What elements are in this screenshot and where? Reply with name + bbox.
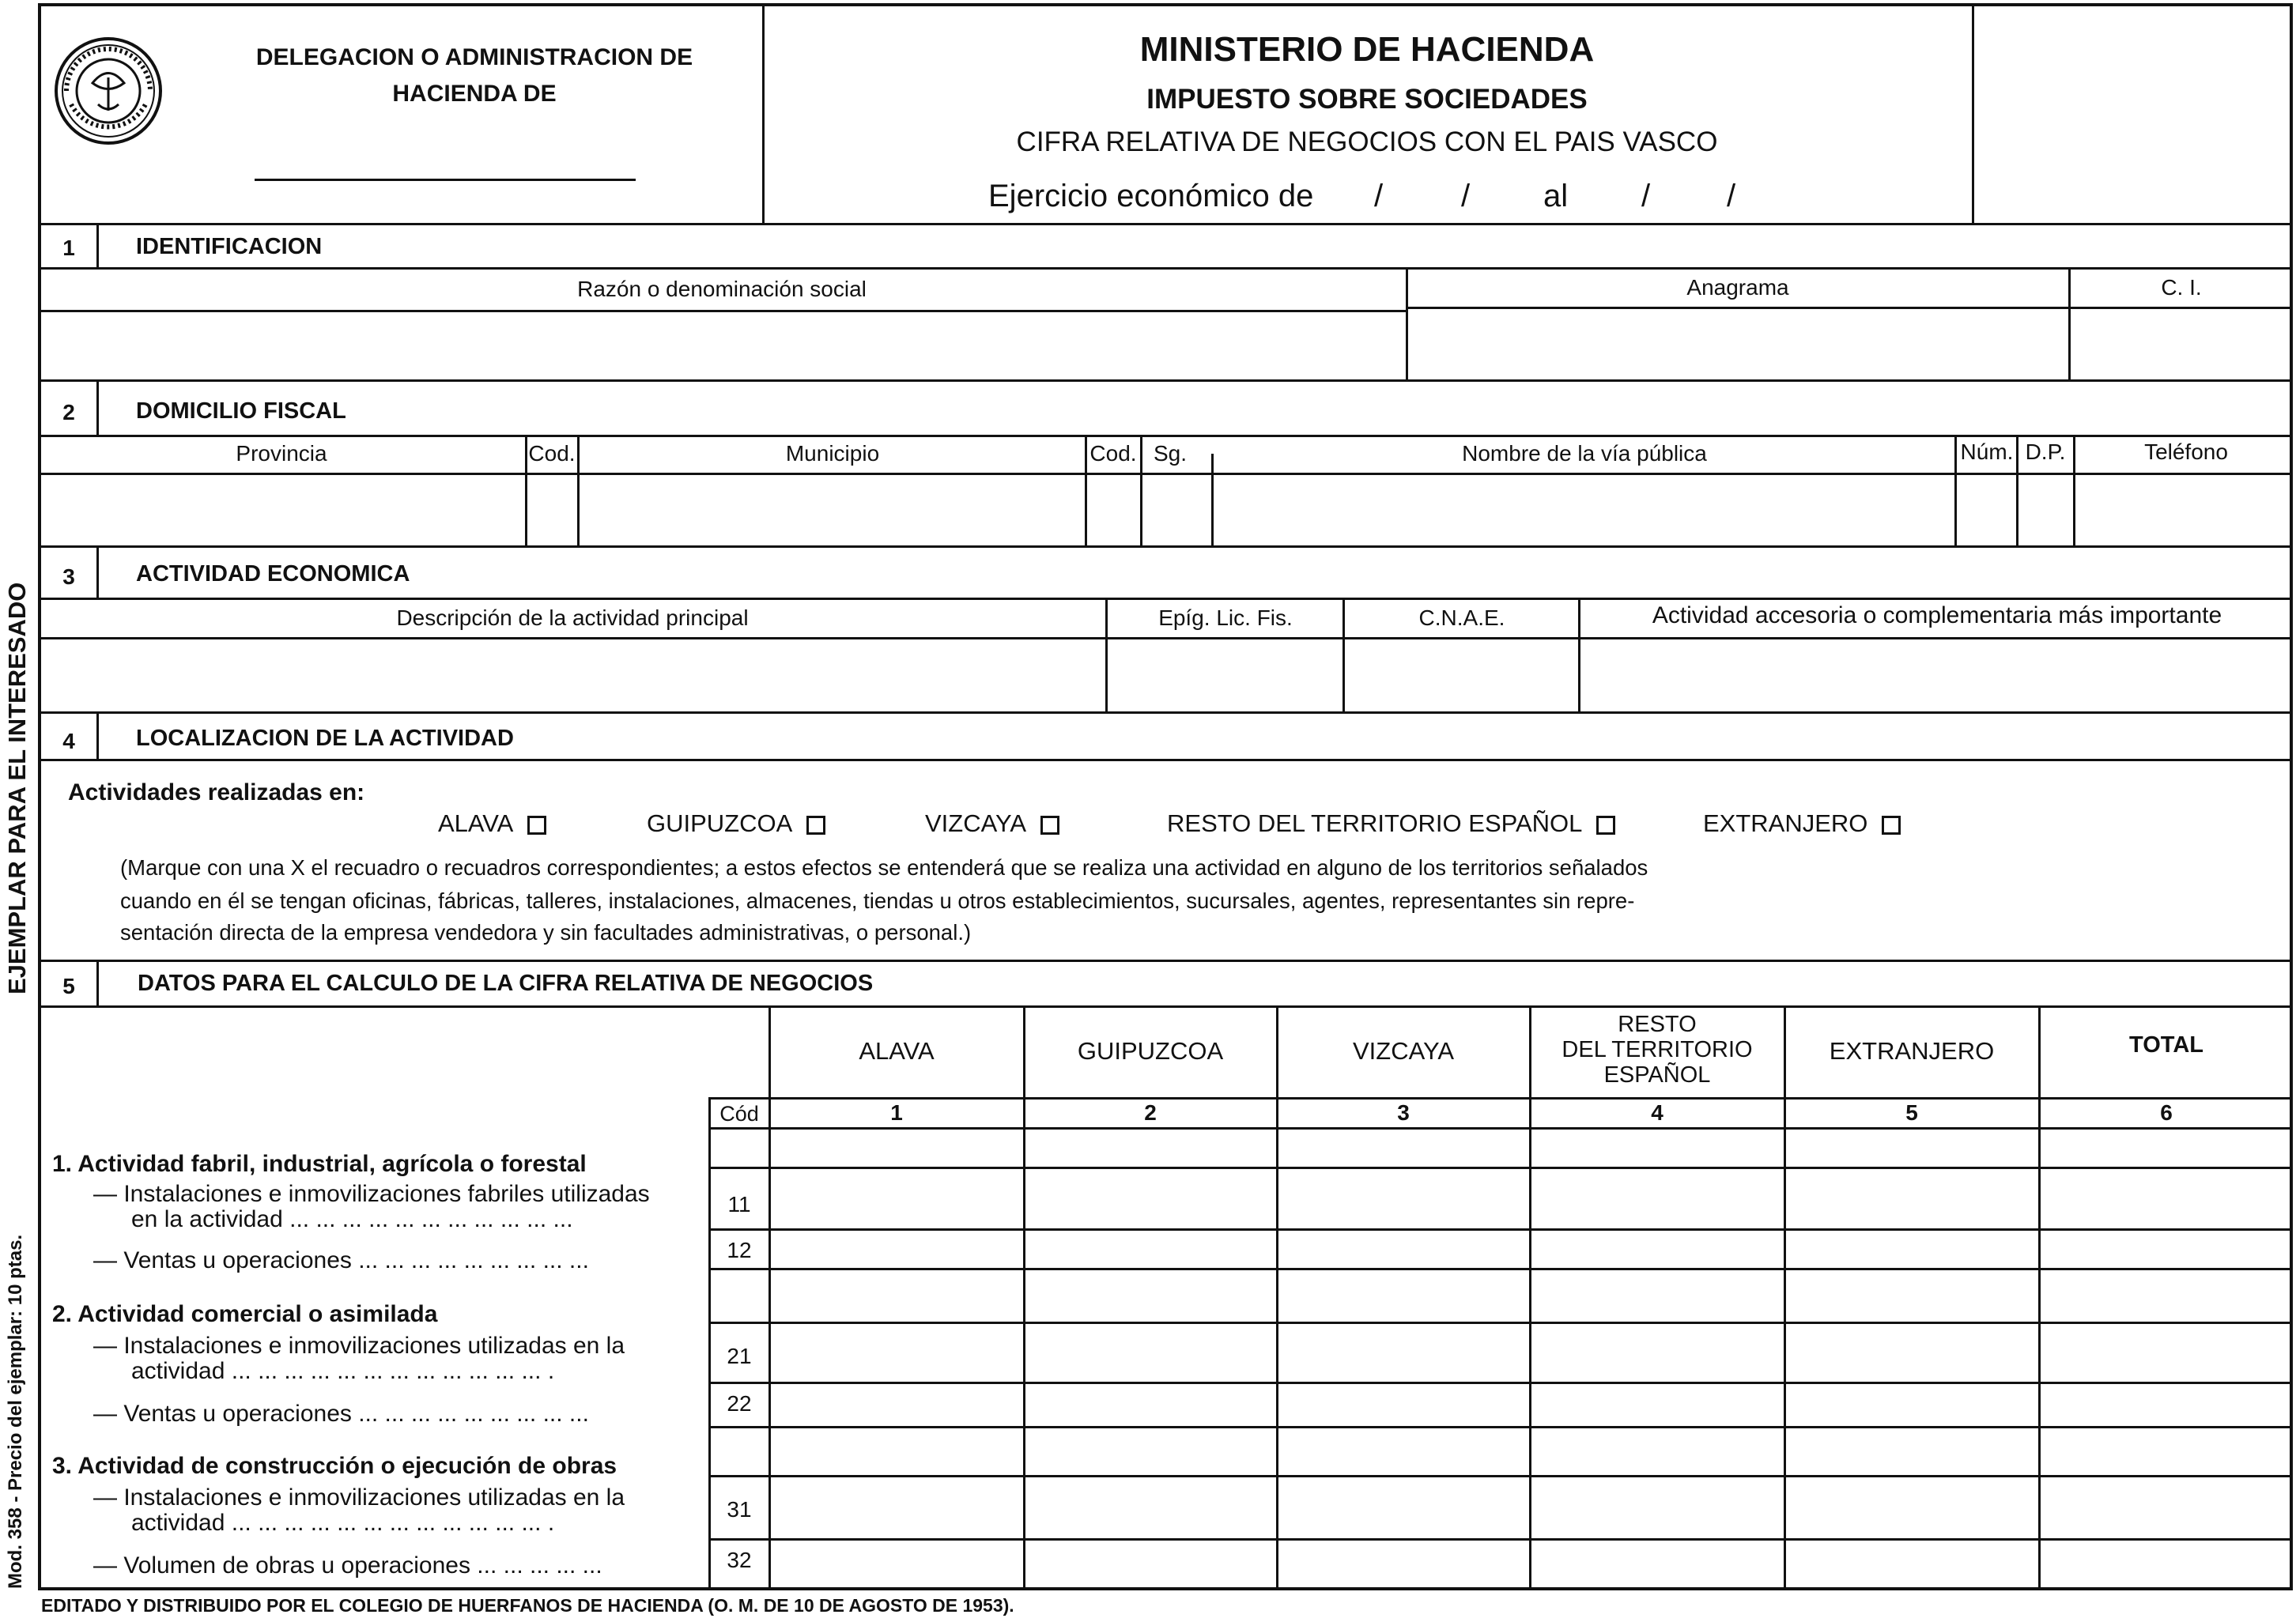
col-guipuzcoa-header: GUIPUZCOA	[1077, 1037, 1224, 1065]
period-sep: /	[1461, 179, 1471, 213]
municipio-input[interactable]	[580, 476, 1083, 544]
numero-input[interactable]	[1958, 476, 2015, 544]
razon-social-input[interactable]	[41, 313, 1403, 379]
period-sep: /	[1727, 179, 1736, 213]
copy-label: EJEMPLAR PARA EL INTERESADO	[3, 582, 31, 994]
code-32: 32	[727, 1548, 752, 1572]
cod-header: Cód	[719, 1102, 759, 1126]
group-1-row-2-label: — Ventas u operaciones ... ... ... ... ... ... ... ... ...	[93, 1247, 589, 1273]
alava-checkbox[interactable]	[527, 816, 546, 835]
section-4-number: 4	[62, 729, 75, 753]
sg-input[interactable]	[1143, 476, 1210, 544]
code-21: 21	[727, 1344, 752, 1368]
delegation-title-1: DELEGACION O ADMINISTRACION DE	[255, 44, 693, 70]
tax-title: IMPUESTO SOBRE SOCIEDADES	[1146, 84, 1588, 115]
section-1-number: 1	[62, 236, 75, 260]
provincia-input[interactable]	[41, 476, 522, 544]
group-2-row-1-label-cont: actividad ... ... ... ... ... ... ... ... ... ... ... ... .	[131, 1358, 555, 1384]
col-num-2: 2	[1144, 1100, 1157, 1125]
amount-cell-21[interactable]	[772, 1325, 2290, 1380]
col-sg: Sg.	[1153, 441, 1188, 466]
group-2-title: 2. Actividad comercial o asimilada	[52, 1301, 438, 1327]
instruction-note-1: (Marque con una X el recuadro o recuadros correspondientes; a estos efectos se entenderá que se realiza una actividad en alguno de los territorios señalados	[120, 855, 1648, 880]
amount-cell-32[interactable]	[772, 1541, 2290, 1587]
col-total-header: TOTAL	[2129, 1032, 2203, 1058]
official-seal-icon	[49, 32, 168, 150]
code-11: 11	[727, 1192, 751, 1216]
col-num-5: 5	[1905, 1100, 1918, 1125]
col-num-6: 6	[2160, 1100, 2173, 1125]
ci-input[interactable]	[2071, 310, 2290, 379]
code-12: 12	[727, 1238, 752, 1262]
option-resto-label: RESTO DEL TERRITORIO ESPAÑOL	[1167, 809, 1583, 837]
col-vizcaya-header: VIZCAYA	[1352, 1037, 1455, 1065]
amount-cell-11[interactable]	[772, 1170, 2290, 1227]
vizcaya-checkbox[interactable]	[1040, 816, 1059, 835]
epigrafe-input[interactable]	[1108, 640, 1339, 710]
option-resto[interactable]	[1167, 809, 1615, 838]
col-alava-header: ALAVA	[859, 1037, 935, 1065]
option-extranjero-label: EXTRANJERO	[1703, 809, 1868, 837]
delegation-title-2: HACIENDA DE	[392, 81, 557, 107]
col-resto-header-1: RESTO	[1618, 1012, 1697, 1037]
cnae-input[interactable]	[1346, 640, 1575, 710]
municipio-cod-input[interactable]	[1088, 476, 1139, 544]
section-5-title: DATOS PARA EL CALCULO DE LA CIFRA RELATIVA DE NEGOCIOS	[138, 971, 874, 996]
amount-cell-12[interactable]	[772, 1232, 2290, 1266]
activities-intro: Actividades realizadas en:	[68, 779, 365, 805]
col-num-3: 3	[1397, 1100, 1410, 1125]
group-1-row-1-label-cont: en la actividad ... ... ... ... ... ... ... ... ... ... ...	[131, 1206, 573, 1232]
actividad-principal-input[interactable]	[41, 640, 1102, 710]
instruction-note-2: cuando en él se tengan oficinas, fábricas, talleres, instalaciones, almacenes, tiendas u otros establecimientos, sucursales, agentes, representantes sin repre-	[120, 888, 1635, 913]
group-3-title: 3. Actividad de construcción o ejecución de obras	[52, 1453, 617, 1479]
telefono-input[interactable]	[2076, 476, 2290, 544]
col-resto-header-2: DEL TERRITORIO	[1562, 1037, 1753, 1062]
col-anagrama: Anagrama	[1686, 275, 1789, 300]
period-sep: /	[1374, 179, 1384, 213]
ministry-title: MINISTERIO DE HACIENDA	[1139, 30, 1595, 69]
actividad-accesoria-input[interactable]	[1581, 640, 2290, 710]
option-alava-label: ALAVA	[438, 809, 514, 837]
group-3-row-1-label: — Instalaciones e inmovilizaciones utilizadas en la	[93, 1484, 625, 1511]
amount-cell-22[interactable]	[772, 1385, 2290, 1424]
instruction-note-3: sentación directa de la empresa vendedora y sin facultades administrativas, o personal.)	[120, 920, 972, 945]
option-extranjero[interactable]	[1703, 809, 1901, 838]
option-vizcaya[interactable]	[925, 809, 1059, 838]
group-3-row-1-label-cont: actividad ... ... ... ... ... ... ... ... ... ... ... ... .	[131, 1510, 555, 1536]
col-resto-header-3: ESPAÑOL	[1603, 1062, 1711, 1088]
section-2-number: 2	[62, 400, 75, 424]
dp-input[interactable]	[2019, 476, 2071, 544]
model-price-label: Mod. 358 - Precio del ejemplar: 10 ptas.	[5, 1234, 26, 1589]
section-3-number: 3	[62, 564, 75, 589]
col-municipio: Municipio	[785, 441, 880, 466]
option-alava[interactable]	[438, 809, 546, 838]
group-1-title: 1. Actividad fabril, industrial, agrícola o forestal	[52, 1151, 587, 1177]
footer-editor-note: EDITADO Y DISTRIBUIDO POR EL COLEGIO DE HUERFANOS DE HACIENDA (O. M. DE 10 DE AGOSTO DE 1953).	[41, 1595, 1014, 1616]
period-label: Ejercicio económico de	[988, 179, 1314, 213]
section-2-title: DOMICILIO FISCAL	[136, 398, 346, 424]
anagrama-input[interactable]	[1409, 310, 2065, 379]
col-num-1: 1	[890, 1100, 903, 1125]
group-3-row-2-label: — Volumen de obras u operaciones ... ... ... ... ...	[93, 1552, 602, 1579]
col-actividad-accesoria: Actividad accesoria o complementaria más importante	[1652, 602, 2222, 628]
col-extranjero-header: EXTRANJERO	[1829, 1037, 1995, 1065]
group-2-row-2-label: — Ventas u operaciones ... ... ... ... ... ... ... ... ...	[93, 1401, 589, 1427]
code-22: 22	[727, 1391, 752, 1416]
amount-cell-31[interactable]	[772, 1478, 2290, 1537]
col-epigrafe: Epíg. Lic. Fis.	[1158, 605, 1293, 630]
option-vizcaya-label: VIZCAYA	[925, 809, 1027, 837]
group-1-row-1-label: — Instalaciones e inmovilizaciones fabriles utilizadas	[93, 1181, 650, 1207]
resto-checkbox[interactable]	[1596, 816, 1615, 835]
col-telefono: Teléfono	[2144, 439, 2228, 464]
col-ci: C. I.	[2161, 275, 2202, 300]
delegation-blank-line[interactable]	[255, 179, 636, 181]
code-31: 31	[727, 1497, 752, 1522]
section-3-title: ACTIVIDAD ECONOMICA	[136, 561, 410, 587]
col-cod-1: Cod.	[528, 441, 576, 466]
section-4-title: LOCALIZACION DE LA ACTIVIDAD	[136, 726, 514, 751]
col-actividad-principal: Descripción de la actividad principal	[396, 605, 749, 630]
guipuzcoa-checkbox[interactable]	[806, 816, 825, 835]
col-provincia: Provincia	[236, 441, 327, 466]
group-2-row-1-label: — Instalaciones e inmovilizaciones utilizadas en la	[93, 1333, 625, 1359]
section-1-title: IDENTIFICACION	[136, 234, 323, 259]
col-dp: D.P.	[2025, 439, 2066, 464]
provincia-cod-input[interactable]	[528, 476, 576, 544]
extranjero-checkbox[interactable]	[1882, 816, 1901, 835]
col-num: Núm.	[1960, 439, 2014, 464]
period-sep: /	[1641, 179, 1651, 213]
option-guipuzcoa-label: GUIPUZCOA	[647, 809, 793, 837]
period-to: al	[1543, 179, 1569, 213]
col-cnae: C.N.A.E.	[1418, 605, 1505, 630]
option-guipuzcoa[interactable]	[647, 809, 825, 838]
section-5-number: 5	[62, 974, 75, 998]
via-publica-input[interactable]	[1214, 476, 1953, 544]
col-num-4: 4	[1651, 1100, 1663, 1125]
col-cod-2: Cod.	[1089, 441, 1137, 466]
col-razon-social: Razón o denominación social	[577, 277, 867, 301]
col-via-publica: Nombre de la vía pública	[1462, 441, 1707, 466]
form-subtitle: CIFRA RELATIVA DE NEGOCIOS CON EL PAIS VASCO	[1016, 126, 1718, 157]
